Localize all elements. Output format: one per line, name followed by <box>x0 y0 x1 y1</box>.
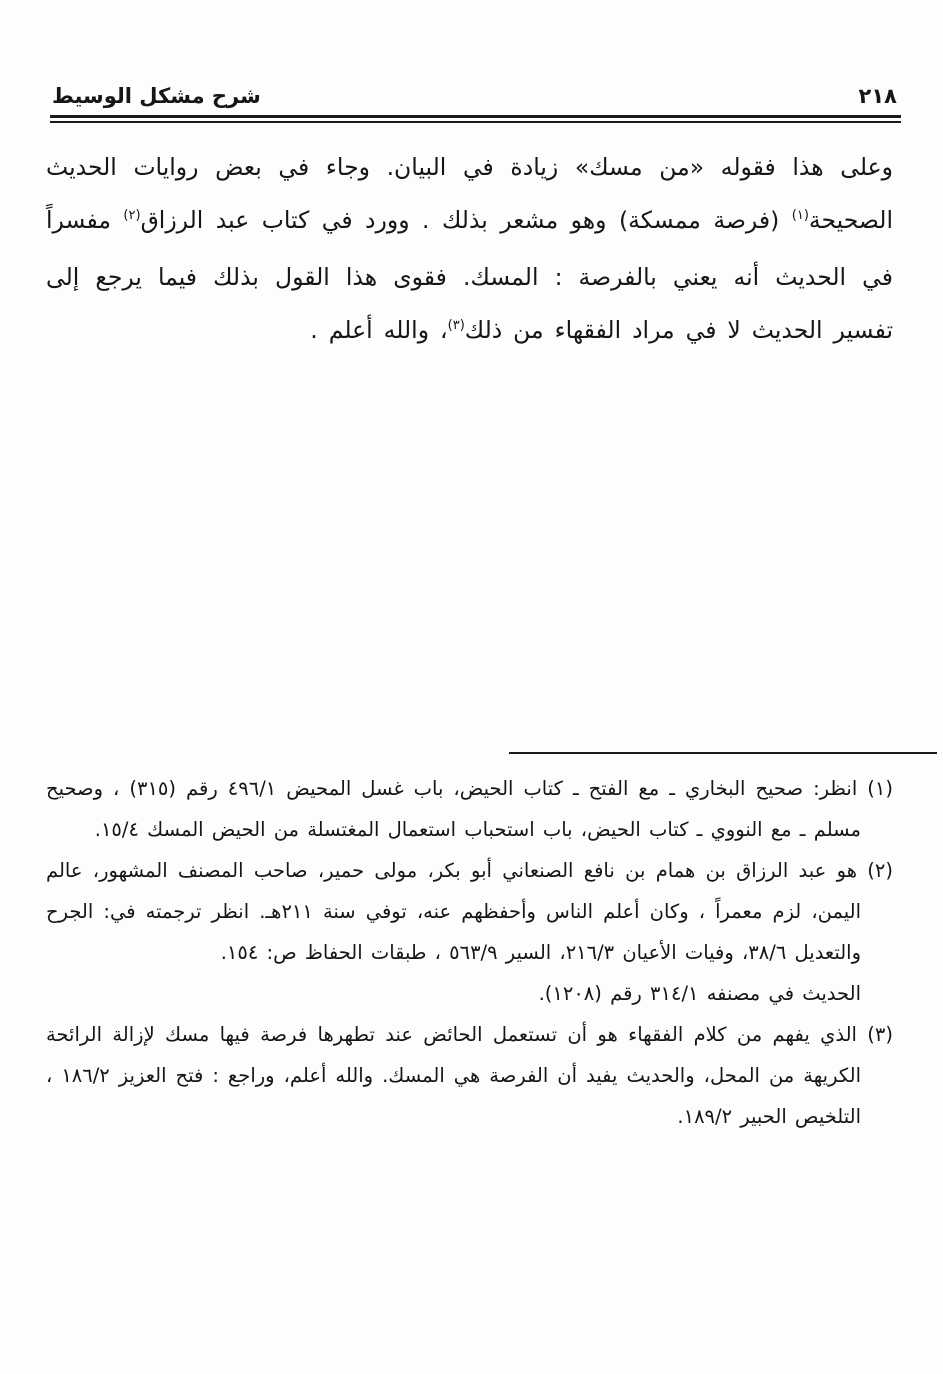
header-page-number: ٢١٨ <box>858 84 897 108</box>
footnotes-section <box>46 768 893 1137</box>
body-paragraph <box>46 141 893 361</box>
body-segment: ، والله أعلم . <box>310 316 448 344</box>
footnote-item-2 <box>46 850 893 1014</box>
footnote-item-3 <box>46 1014 893 1137</box>
footnote-separator-rule <box>509 752 937 754</box>
footnote-marker-1: (١) <box>791 208 809 223</box>
footnote-marker-2: (٢) <box>123 208 141 223</box>
body-segment: (فرصة ممسكة) وهو مشعر بذلك . وورد في كتاب عبد الرزاق <box>140 206 792 234</box>
footnote-text: (١) انظر: صحيح البخاري ـ مع الفتح ـ كتاب الحيض، باب غسل المحيض ٤٩٦/١ رقم (٣١٥) ، وصحيح مسلم ـ مع النووي ـ كتاب الحيض، باب استحباب استعمال المغتسلة من الحيض المسك ١٥/٤. <box>46 777 893 841</box>
footnote-text: (٢) هو عبد الرزاق بن همام بن نافع الصنعاني أبو بكر، مولى حمير، صاحب المصنف المشهور، عالم اليمن، لزم معمراً ، وكان أعلم الناس وأحفظهم عنه، توفي سنة ٢١١هـ. انظر ترجمته في: الجرح والتعديل ٣٨/٦، وفيات الأعيان ٢١٦/٣، السير ٥٦٣/٩ ، طبقات الحفاظ ص: ١٥٤. <box>46 859 893 964</box>
footnote-marker-3: (٣) <box>447 318 465 333</box>
body-segment: مفسراً في الحديث أنه يعني بالفرصة : المسك. فقوى هذا القول بذلك فيما يرجع إلى تفسير الحديث لا في مراد الفقهاء من ذلك <box>46 206 893 344</box>
body-segment: وعلى هذا فقوله «من مسك» زيادة في البيان. وجاء في بعض روايات الحديث الصحيحة <box>46 153 893 234</box>
footnote-text: الحديث في مصنفه ٣١٤/١ رقم (١٢٠٨). <box>538 982 861 1005</box>
header-book-title: شرح مشكل الوسيط <box>52 84 261 108</box>
footnote-text: (٣) الذي يفهم من كلام الفقهاء هو أن تستعمل الحائض عند تطهرها فرصة فيها مسك لإزالة الرائحة الكريهة من المحل، والحديث يفيد أن الفرصة هي المسك. والله أعلم، وراجع : فتح العزيز ١٨٦/٢ ، التلخيص الحبير ١٨٩/٢. <box>46 1023 893 1128</box>
header-double-rule <box>50 115 901 123</box>
body-text-block <box>46 141 893 361</box>
footnote-item-1 <box>46 768 893 850</box>
